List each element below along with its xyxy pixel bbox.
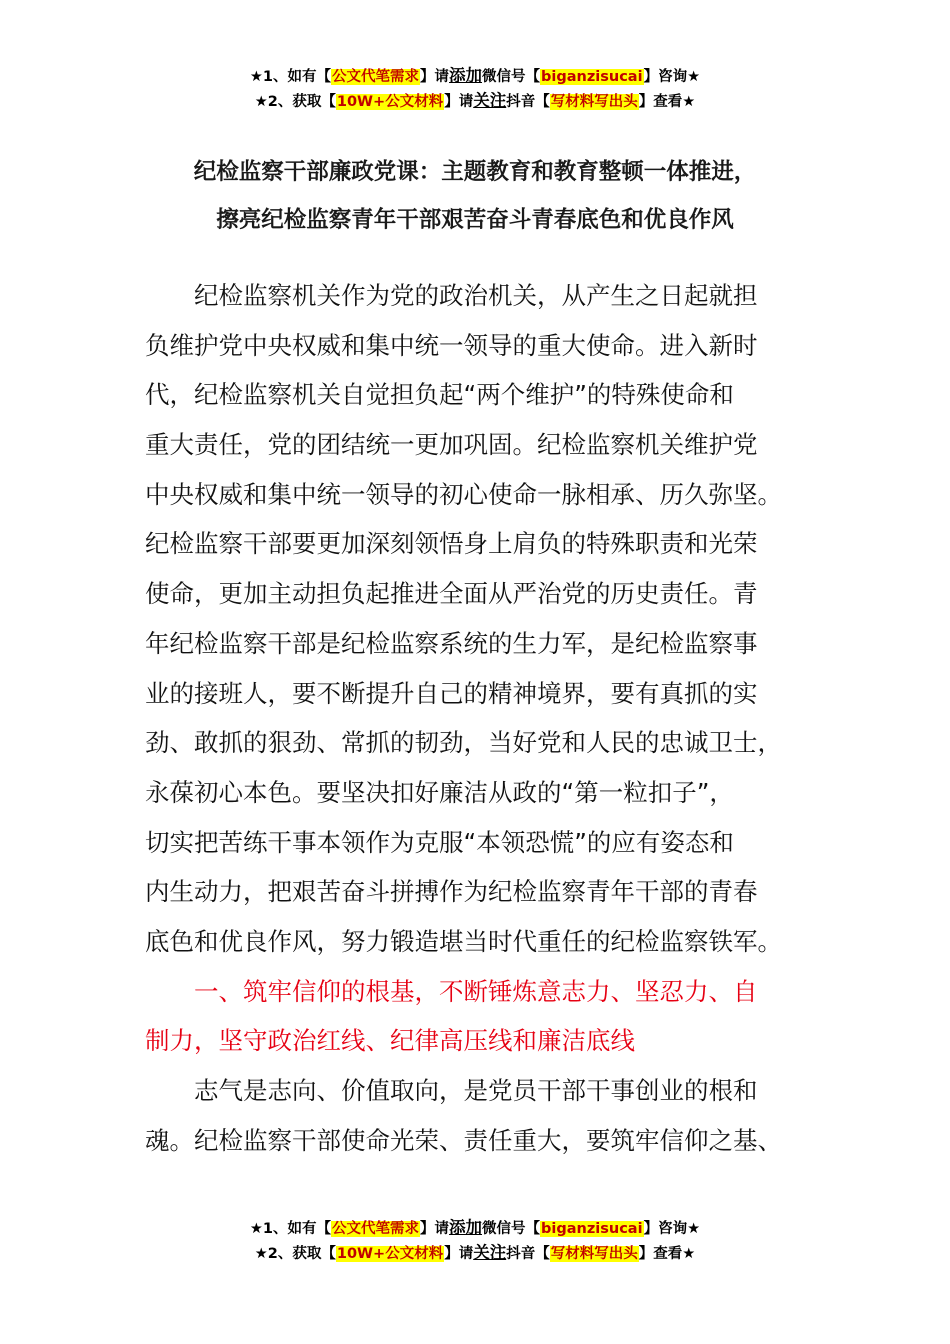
header-banner: [0, 64, 950, 114]
paragraph-line: 魂。纪检监察干部使命光荣、责任重大，要筑牢信仰之基、: [145, 1125, 782, 1155]
banner-text: 】请: [444, 94, 474, 110]
highlight-wechat-id: biganzisucai: [541, 69, 643, 85]
highlight-materials: 10W+公文材料: [336, 94, 444, 110]
document-title: [0, 148, 950, 244]
paragraph-line: 切实把苦练干事本领作为克服“本领恐慌”的应有姿态和: [145, 827, 734, 857]
paragraph-line: 内生动力，把艰苦奋斗拼搏作为纪检监察青年干部的青春: [145, 877, 758, 907]
banner-text: 】查看★: [638, 94, 696, 110]
section-heading-line: 一、筑牢信仰的根基，不断锤炼意志力、坚忍力、自: [194, 976, 758, 1006]
title-line-2: 擦亮纪检监察青年干部艰苦奋斗青春底色和优良作风: [216, 207, 734, 233]
paragraph-line: 纪检监察干部要更加深刻领悟身上肩负的特殊职责和光荣: [145, 529, 758, 559]
paragraph-line: 业的接班人，要不断提升自己的精神境界，要有真抓的实: [145, 678, 758, 708]
banner-text: ★1、如有【: [249, 69, 332, 85]
highlight-wechat-id: biganzisucai: [541, 1221, 643, 1237]
banner-text: 】查看★: [638, 1246, 696, 1262]
paragraph-line: 年纪检监察干部是纪检监察系统的生力军，是纪检监察事: [145, 628, 758, 658]
paragraph-line: 志气是志向、价值取向，是党员干部干事创业的根和: [194, 1076, 758, 1105]
emphasis-follow: 关注: [473, 91, 507, 110]
paragraph-line: 中央权威和集中统一领导的初心使命一脉相承、历久弥坚。: [145, 479, 782, 509]
banner-text: 抖音【: [506, 1246, 550, 1262]
highlight-service: 公文代笔需求: [332, 1221, 420, 1237]
highlight-douyin-id: 写材料写出头: [550, 1246, 638, 1262]
banner-text: 抖音【: [506, 94, 550, 110]
paragraph-line: 使命，更加主动担负起推进全面从严治党的历史责任。青: [145, 579, 758, 609]
emphasis-add: 添加: [449, 1218, 483, 1237]
highlight-douyin-id: 写材料写出头: [550, 94, 638, 110]
banner-text: 微信号【: [482, 69, 541, 85]
paragraph-line: 代，纪检监察机关自觉担负起“两个维护”的特殊使命和: [145, 380, 734, 410]
banner-line-2: [0, 1241, 950, 1266]
paragraph-line: 底色和优良作风，努力锻造堪当时代重任的纪检监察铁军。: [145, 926, 782, 956]
document-body: [145, 271, 815, 1165]
paragraph-line: 重大责任，党的团结统一更加巩固。纪检监察机关维护党: [145, 430, 758, 460]
title-line-1: 纪检监察干部廉政党课：主题教育和教育整顿一体推进，: [193, 159, 757, 185]
banner-text: ★2、获取【: [254, 94, 336, 110]
banner-text: 】请: [420, 69, 450, 85]
paragraph-line: 负维护党中央权威和集中统一领导的重大使命。进入新时: [145, 330, 758, 360]
banner-text: 】咨询★: [643, 1221, 701, 1237]
banner-line-2: [0, 89, 950, 114]
banner-text: 】咨询★: [643, 69, 701, 85]
banner-line-1: [0, 1216, 950, 1241]
banner-text: ★2、获取【: [254, 1246, 336, 1262]
banner-text: 】请: [420, 1221, 450, 1237]
highlight-materials: 10W+公文材料: [336, 1246, 444, 1262]
emphasis-add: 添加: [449, 66, 483, 85]
banner-line-1: [0, 64, 950, 89]
banner-text: 微信号【: [482, 1221, 541, 1237]
section-heading-line: 制力，坚守政治红线、纪律高压线和廉洁底线: [145, 1026, 635, 1056]
paragraph-line: 劲、敢抓的狠劲、常抓的韧劲，当好党和人民的忠诚卫士，: [145, 728, 782, 758]
footer-banner: [0, 1216, 950, 1266]
banner-text: ★1、如有【: [249, 1221, 332, 1237]
paragraph-line: 永葆初心本色。要坚决扣好廉洁从政的“第一粒扣子”，: [145, 777, 734, 807]
highlight-service: 公文代笔需求: [332, 69, 420, 85]
emphasis-follow: 关注: [473, 1243, 507, 1262]
paragraph-line: 纪检监察机关作为党的政治机关，从产生之日起就担: [194, 281, 758, 310]
banner-text: 】请: [444, 1246, 474, 1262]
